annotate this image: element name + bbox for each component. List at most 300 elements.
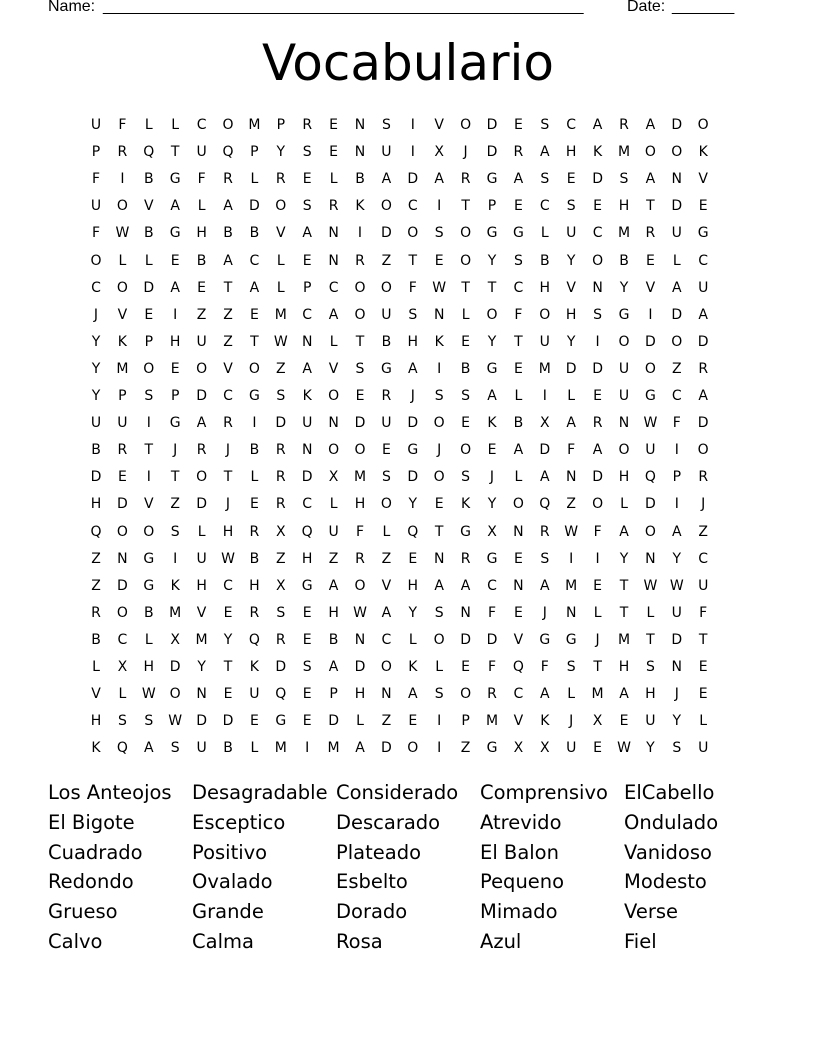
grid-letter[interactable]: C	[698, 550, 709, 567]
grid-letter[interactable]: E	[381, 442, 391, 459]
grid-letter[interactable]: Y	[619, 550, 629, 567]
grid-letter[interactable]: T	[619, 577, 629, 594]
grid-letter[interactable]: D	[196, 388, 207, 404]
grid-letter[interactable]: O	[328, 388, 340, 404]
grid-letter[interactable]: L	[699, 713, 708, 730]
grid-letter[interactable]: T	[461, 279, 470, 296]
grid-letter[interactable]: A	[381, 171, 392, 188]
grid-letter[interactable]: R	[275, 496, 286, 513]
grid-letter[interactable]: C	[566, 117, 577, 133]
grid-letter[interactable]: E	[513, 117, 523, 133]
grid-letter[interactable]: Z	[223, 333, 233, 350]
grid-letter[interactable]: J	[489, 469, 495, 486]
grid-letter[interactable]: F	[487, 659, 497, 675]
grid-letter[interactable]: R	[117, 442, 128, 459]
grid-letter[interactable]: N	[354, 631, 366, 648]
grid-letter[interactable]: L	[276, 252, 285, 269]
grid-letter[interactable]: V	[434, 117, 444, 133]
grid-letter[interactable]: K	[434, 333, 444, 350]
grid-letter[interactable]: N	[328, 252, 339, 269]
grid-letter[interactable]: Y	[276, 144, 286, 161]
grid-letter[interactable]: W	[273, 333, 288, 350]
grid-letter[interactable]: K	[117, 333, 127, 350]
grid-letter[interactable]: U	[671, 604, 682, 621]
grid-letter[interactable]: E	[329, 144, 339, 161]
grid-letter[interactable]: P	[91, 144, 101, 161]
grid-letter[interactable]: Y	[408, 604, 418, 621]
grid-letter[interactable]: E	[408, 713, 418, 730]
grid-letter[interactable]: V	[566, 279, 576, 296]
grid-letter[interactable]: F	[567, 442, 576, 459]
grid-letter[interactable]: A	[328, 659, 339, 675]
grid-letter[interactable]: S	[381, 117, 391, 133]
grid-letter[interactable]: R	[460, 171, 471, 188]
grid-letter[interactable]: B	[196, 252, 207, 269]
grid-letter[interactable]: Y	[566, 252, 576, 269]
grid-letter[interactable]: K	[355, 198, 365, 215]
grid-letter[interactable]: T	[170, 469, 180, 486]
grid-letter[interactable]: Y	[566, 333, 576, 350]
grid-letter[interactable]: U	[539, 333, 550, 350]
grid-letter[interactable]: N	[328, 415, 339, 432]
grid-letter[interactable]: E	[593, 388, 603, 404]
grid-letter[interactable]: U	[645, 442, 656, 459]
grid-letter[interactable]: D	[645, 496, 656, 513]
grid-letter[interactable]: D	[671, 117, 683, 133]
grid-letter[interactable]: A	[144, 740, 154, 757]
grid-letter[interactable]: A	[672, 523, 682, 540]
grid-letter[interactable]: X	[117, 659, 128, 675]
grid-letter[interactable]: G	[565, 631, 577, 648]
grid-letter[interactable]: O	[592, 496, 604, 513]
grid-letter[interactable]: O	[116, 523, 128, 540]
grid-letter[interactable]: A	[487, 388, 497, 404]
grid-letter[interactable]: W	[115, 225, 130, 242]
grid-letter[interactable]: H	[618, 198, 630, 215]
grid-letter[interactable]: R	[487, 686, 497, 703]
grid-letter[interactable]: H	[196, 225, 207, 242]
grid-letter[interactable]: M	[353, 469, 367, 486]
grid-letter[interactable]: A	[328, 577, 339, 594]
grid-letter[interactable]: D	[196, 713, 207, 730]
grid-letter[interactable]: A	[698, 388, 708, 404]
grid-letter[interactable]: S	[170, 740, 180, 757]
grid-letter[interactable]: R	[381, 388, 392, 404]
grid-letter[interactable]: P	[461, 713, 470, 730]
grid-letter[interactable]: T	[408, 252, 418, 269]
grid-letter[interactable]: E	[593, 740, 603, 757]
grid-letter[interactable]: N	[513, 523, 524, 540]
grid-letter[interactable]: A	[223, 198, 233, 215]
grid-letter[interactable]: W	[168, 713, 183, 730]
grid-letter[interactable]: U	[249, 686, 260, 703]
grid-letter[interactable]: R	[460, 550, 471, 567]
grid-letter[interactable]: B	[143, 171, 154, 188]
grid-letter[interactable]: O	[486, 306, 498, 323]
grid-letter[interactable]: L	[144, 117, 153, 133]
grid-letter[interactable]: H	[565, 306, 577, 323]
grid-letter[interactable]: D	[697, 415, 709, 432]
grid-letter[interactable]: L	[171, 117, 180, 133]
grid-letter[interactable]: G	[697, 225, 709, 242]
grid-letter[interactable]: E	[249, 306, 259, 323]
grid-letter[interactable]: V	[223, 360, 233, 377]
grid-letter[interactable]: E	[223, 686, 233, 703]
grid-letter[interactable]: D	[407, 171, 419, 188]
grid-letter[interactable]: C	[592, 225, 603, 242]
grid-letter[interactable]: S	[144, 388, 154, 404]
grid-letter[interactable]: H	[565, 144, 577, 161]
grid-letter[interactable]: A	[355, 740, 365, 757]
grid-letter[interactable]: E	[645, 252, 655, 269]
grid-letter[interactable]: Q	[301, 523, 313, 540]
grid-letter[interactable]: G	[143, 550, 155, 567]
grid-letter[interactable]: M	[617, 144, 631, 161]
grid-letter[interactable]: V	[698, 171, 708, 188]
grid-letter[interactable]: Q	[539, 496, 551, 513]
grid-letter[interactable]: C	[196, 117, 207, 133]
grid-letter[interactable]: G	[486, 171, 498, 188]
grid-letter[interactable]: R	[275, 631, 286, 648]
grid-letter[interactable]: L	[197, 198, 206, 215]
grid-letter[interactable]: D	[671, 631, 683, 648]
grid-letter[interactable]: S	[434, 388, 444, 404]
grid-letter[interactable]: D	[539, 442, 551, 459]
grid-letter[interactable]: O	[644, 360, 656, 377]
grid-letter[interactable]: A	[672, 279, 682, 296]
grid-letter[interactable]: Z	[381, 252, 392, 269]
grid-letter[interactable]: N	[196, 686, 207, 703]
grid-letter[interactable]: S	[434, 604, 444, 621]
grid-letter[interactable]: D	[275, 415, 287, 432]
grid-letter[interactable]: E	[619, 713, 629, 730]
grid-letter[interactable]: L	[567, 686, 576, 703]
grid-letter[interactable]: O	[275, 198, 287, 215]
grid-letter[interactable]: U	[302, 415, 313, 432]
grid-letter[interactable]: D	[196, 496, 207, 513]
grid-letter[interactable]: L	[144, 252, 153, 269]
grid-letter[interactable]: Q	[644, 469, 656, 486]
grid-letter[interactable]: C	[698, 252, 709, 269]
grid-letter[interactable]: W	[141, 686, 156, 703]
grid-letter[interactable]: O	[116, 198, 128, 215]
grid-letter[interactable]: U	[698, 740, 709, 757]
grid-letter[interactable]: U	[117, 415, 128, 432]
grid-letter[interactable]: L	[408, 631, 417, 648]
grid-letter[interactable]: O	[143, 360, 155, 377]
grid-letter[interactable]: D	[328, 713, 339, 730]
grid-letter[interactable]: M	[617, 225, 631, 242]
grid-letter[interactable]: S	[566, 659, 576, 675]
grid-letter[interactable]: H	[407, 577, 419, 594]
grid-letter[interactable]: W	[643, 415, 658, 432]
grid-letter[interactable]: U	[566, 740, 577, 757]
grid-letter[interactable]: Y	[619, 279, 629, 296]
grid-letter[interactable]: N	[671, 659, 683, 675]
grid-letter[interactable]: N	[301, 442, 313, 459]
grid-letter[interactable]: X	[540, 740, 550, 757]
grid-letter[interactable]: M	[591, 686, 604, 703]
grid-letter[interactable]: F	[355, 523, 365, 540]
grid-letter[interactable]: K	[302, 388, 312, 404]
grid-letter[interactable]: E	[487, 442, 497, 459]
grid-letter[interactable]: L	[250, 171, 259, 188]
grid-letter[interactable]: S	[144, 713, 154, 730]
grid-letter[interactable]: H	[645, 686, 656, 703]
grid-letter[interactable]: G	[539, 631, 551, 648]
grid-letter[interactable]: C	[381, 631, 392, 648]
grid-letter[interactable]: C	[223, 388, 233, 404]
grid-letter[interactable]: X	[487, 523, 497, 540]
grid-letter[interactable]: V	[276, 225, 286, 242]
grid-letter[interactable]: I	[120, 171, 125, 188]
grid-letter[interactable]: J	[701, 496, 706, 513]
grid-letter[interactable]: E	[408, 550, 418, 567]
grid-letter[interactable]: P	[170, 388, 180, 404]
grid-letter[interactable]: Z	[91, 550, 101, 567]
grid-letter[interactable]: S	[593, 306, 603, 323]
grid-letter[interactable]: O	[460, 686, 472, 703]
grid-letter[interactable]: X	[328, 469, 339, 486]
grid-letter[interactable]: P	[276, 117, 286, 133]
grid-letter[interactable]: O	[169, 686, 181, 703]
grid-letter[interactable]: E	[170, 360, 180, 377]
grid-letter[interactable]: D	[697, 333, 709, 350]
grid-letter[interactable]: W	[643, 577, 658, 594]
grid-letter[interactable]: S	[302, 198, 312, 215]
grid-letter[interactable]: C	[117, 631, 128, 648]
name-blank-line[interactable]: ______________________________________________________	[103, 0, 584, 15]
grid-letter[interactable]: N	[433, 550, 445, 567]
grid-letter[interactable]: A	[592, 117, 603, 133]
grid-letter[interactable]: I	[410, 144, 415, 161]
grid-letter[interactable]: S	[513, 252, 523, 269]
grid-letter[interactable]: I	[305, 740, 310, 757]
grid-letter[interactable]: D	[645, 333, 656, 350]
grid-letter[interactable]: G	[486, 225, 498, 242]
grid-letter[interactable]: B	[460, 360, 471, 377]
grid-letter[interactable]: L	[118, 686, 127, 703]
grid-letter[interactable]: O	[460, 225, 472, 242]
grid-letter[interactable]: Y	[672, 713, 682, 730]
grid-letter[interactable]: R	[275, 171, 286, 188]
grid-letter[interactable]: U	[90, 415, 102, 432]
grid-letter[interactable]: I	[146, 415, 151, 432]
grid-letter[interactable]: B	[381, 333, 392, 350]
grid-letter[interactable]: Y	[91, 388, 101, 404]
grid-letter[interactable]: Z	[276, 360, 286, 377]
grid-letter[interactable]: H	[301, 550, 313, 567]
grid-letter[interactable]: O	[644, 523, 656, 540]
grid-letter[interactable]: T	[250, 333, 259, 350]
grid-letter[interactable]: G	[301, 577, 313, 594]
grid-letter[interactable]: O	[407, 225, 419, 242]
grid-letter[interactable]: I	[542, 388, 547, 404]
grid-letter[interactable]: J	[225, 442, 231, 459]
grid-letter[interactable]: G	[460, 523, 472, 540]
grid-letter[interactable]: N	[645, 550, 656, 567]
grid-letter[interactable]: U	[618, 388, 630, 404]
grid-letter[interactable]: S	[461, 469, 471, 486]
grid-letter[interactable]: H	[407, 333, 419, 350]
grid-letter[interactable]: K	[461, 496, 471, 513]
grid-letter[interactable]: N	[565, 604, 577, 621]
grid-letter[interactable]: I	[357, 225, 363, 242]
grid-letter[interactable]: U	[328, 523, 339, 540]
grid-letter[interactable]: O	[460, 442, 472, 459]
grid-letter[interactable]: B	[539, 252, 550, 269]
grid-letter[interactable]: G	[169, 415, 181, 432]
grid-letter[interactable]: I	[595, 333, 600, 350]
grid-letter[interactable]: O	[433, 631, 445, 648]
grid-letter[interactable]: P	[672, 469, 682, 486]
grid-letter[interactable]: B	[249, 225, 260, 242]
grid-letter[interactable]: Q	[248, 631, 260, 648]
grid-letter[interactable]: A	[196, 415, 207, 432]
grid-letter[interactable]: T	[144, 442, 154, 459]
grid-letter[interactable]: J	[569, 713, 574, 730]
grid-letter[interactable]: E	[249, 713, 259, 730]
grid-letter[interactable]: T	[619, 604, 629, 621]
grid-letter[interactable]: I	[569, 550, 574, 567]
grid-letter[interactable]: B	[91, 631, 101, 648]
grid-letter[interactable]: U	[196, 740, 207, 757]
grid-letter[interactable]: F	[408, 279, 417, 296]
grid-letter[interactable]: J	[93, 306, 99, 323]
grid-letter[interactable]: W	[564, 523, 579, 540]
grid-letter[interactable]: S	[645, 659, 655, 675]
grid-letter[interactable]: I	[437, 713, 442, 730]
grid-letter[interactable]: S	[276, 604, 286, 621]
grid-letter[interactable]: Q	[90, 523, 102, 540]
grid-letter[interactable]: A	[619, 686, 629, 703]
grid-letter[interactable]: S	[170, 523, 180, 540]
grid-letter[interactable]: Q	[407, 523, 419, 540]
grid-letter[interactable]: H	[222, 523, 234, 540]
grid-letter[interactable]: N	[618, 415, 630, 432]
grid-letter[interactable]: S	[672, 740, 682, 757]
grid-letter[interactable]: D	[486, 631, 498, 648]
grid-letter[interactable]: S	[302, 144, 312, 161]
grid-letter[interactable]: T	[646, 631, 655, 648]
grid-letter[interactable]: E	[698, 659, 708, 675]
grid-letter[interactable]: B	[143, 604, 154, 621]
grid-letter[interactable]: D	[592, 360, 603, 377]
grid-letter[interactable]: P	[118, 388, 127, 404]
grid-letter[interactable]: C	[302, 306, 313, 323]
grid-letter[interactable]: T	[223, 469, 233, 486]
grid-letter[interactable]: E	[461, 659, 471, 675]
grid-letter[interactable]: K	[487, 415, 497, 432]
grid-letter[interactable]: Y	[646, 740, 655, 757]
grid-letter[interactable]: Y	[487, 333, 497, 350]
grid-letter[interactable]: M	[274, 306, 287, 323]
grid-letter[interactable]: R	[698, 360, 709, 377]
grid-letter[interactable]: A	[513, 442, 524, 459]
grid-letter[interactable]: O	[116, 279, 128, 296]
grid-letter[interactable]: E	[302, 171, 312, 188]
grid-letter[interactable]: F	[593, 523, 602, 540]
grid-letter[interactable]: E	[144, 306, 154, 323]
grid-letter[interactable]: A	[328, 306, 339, 323]
grid-letter[interactable]: N	[460, 604, 471, 621]
grid-letter[interactable]: F	[540, 659, 549, 675]
grid-letter[interactable]: V	[645, 279, 656, 296]
grid-letter[interactable]: H	[196, 577, 207, 594]
grid-letter[interactable]: G	[486, 740, 498, 757]
grid-letter[interactable]: I	[173, 550, 178, 567]
grid-letter[interactable]: A	[408, 686, 418, 703]
grid-letter[interactable]: E	[513, 604, 523, 621]
grid-letter[interactable]: U	[90, 198, 102, 215]
grid-letter[interactable]: L	[461, 306, 470, 323]
grid-letter[interactable]: I	[674, 496, 679, 513]
grid-letter[interactable]: R	[249, 604, 260, 621]
grid-letter[interactable]: C	[91, 279, 101, 296]
grid-letter[interactable]: E	[593, 577, 603, 594]
grid-letter[interactable]: R	[117, 144, 128, 161]
grid-letter[interactable]: D	[90, 469, 102, 486]
grid-letter[interactable]: K	[408, 659, 418, 675]
grid-letter[interactable]: R	[355, 550, 365, 567]
grid-letter[interactable]: U	[196, 333, 207, 350]
grid-letter[interactable]: F	[487, 604, 497, 621]
grid-letter[interactable]: M	[617, 631, 631, 648]
grid-letter[interactable]: E	[302, 252, 312, 269]
grid-letter[interactable]: E	[117, 469, 127, 486]
grid-letter[interactable]: N	[301, 333, 313, 350]
grid-letter[interactable]: D	[460, 631, 471, 648]
grid-letter[interactable]: R	[91, 604, 101, 621]
grid-letter[interactable]: G	[380, 360, 392, 377]
grid-letter[interactable]: S	[540, 117, 550, 133]
grid-letter[interactable]: W	[669, 577, 684, 594]
grid-letter[interactable]: F	[118, 117, 127, 133]
grid-letter[interactable]: K	[91, 740, 101, 757]
grid-letter[interactable]: S	[540, 550, 550, 567]
grid-letter[interactable]: D	[301, 469, 313, 486]
grid-letter[interactable]: R	[275, 469, 286, 486]
grid-letter[interactable]: L	[356, 713, 364, 730]
grid-letter[interactable]: L	[514, 388, 523, 404]
grid-letter[interactable]: G	[644, 388, 656, 404]
grid-letter[interactable]: L	[514, 469, 523, 486]
grid-letter[interactable]: B	[249, 442, 260, 459]
grid-letter[interactable]: E	[513, 360, 523, 377]
grid-letter[interactable]: L	[620, 496, 628, 513]
grid-letter[interactable]: A	[434, 171, 444, 188]
grid-letter[interactable]: M	[116, 360, 129, 377]
grid-letter[interactable]: Q	[512, 659, 524, 675]
grid-letter[interactable]: H	[354, 496, 366, 513]
grid-letter[interactable]: Y	[91, 360, 101, 377]
grid-letter[interactable]: T	[646, 198, 655, 215]
grid-letter[interactable]: G	[143, 577, 155, 594]
grid-letter[interactable]: Z	[196, 306, 207, 323]
grid-letter[interactable]: K	[698, 144, 708, 161]
grid-letter[interactable]: A	[645, 171, 656, 188]
grid-letter[interactable]: I	[146, 469, 151, 486]
grid-letter[interactable]: G	[486, 550, 498, 567]
grid-letter[interactable]: U	[90, 117, 102, 133]
grid-letter[interactable]: O	[697, 117, 709, 133]
grid-letter[interactable]: H	[90, 713, 102, 730]
grid-letter[interactable]: X	[434, 144, 444, 161]
grid-letter[interactable]: L	[672, 252, 681, 269]
grid-letter[interactable]: E	[223, 604, 233, 621]
grid-letter[interactable]: R	[592, 415, 603, 432]
grid-letter[interactable]: A	[223, 252, 233, 269]
